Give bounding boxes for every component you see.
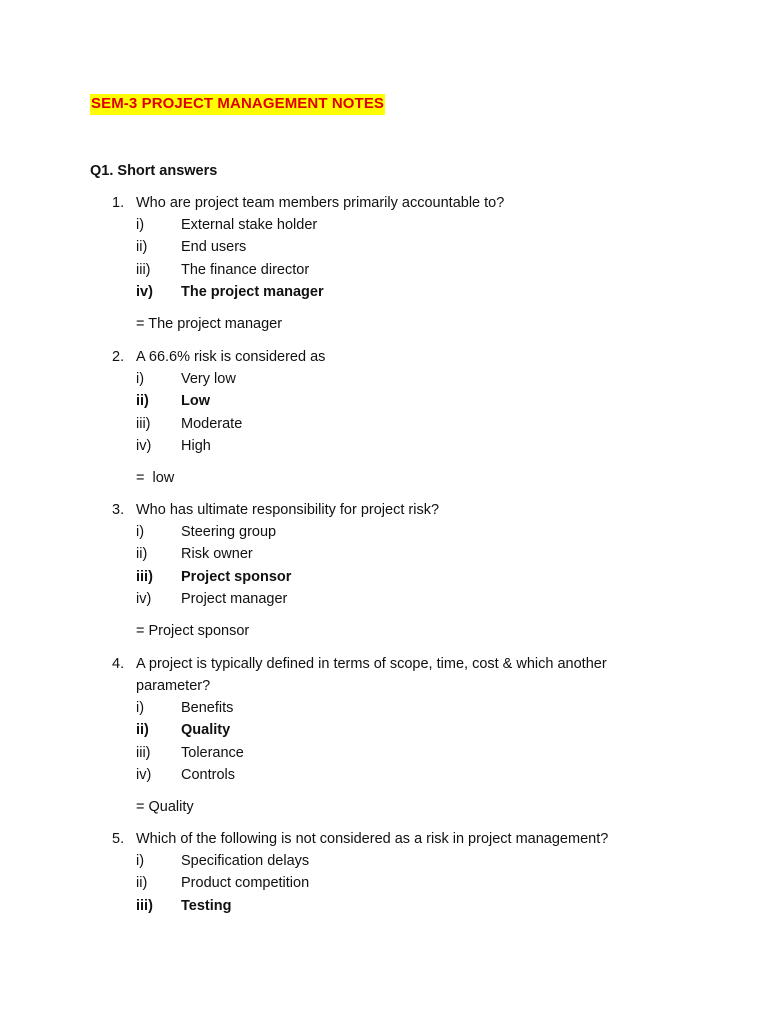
answer-line: = Project sponsor <box>136 623 250 640</box>
option-text: End users <box>181 239 247 256</box>
option <box>112 521 672 543</box>
question-1 <box>112 192 672 335</box>
option-number: i) <box>136 700 145 716</box>
question-number: 4. <box>112 656 125 672</box>
option-text: Low <box>181 393 210 410</box>
option <box>112 259 672 281</box>
correct-option <box>112 719 672 741</box>
option-number: ii) <box>136 393 149 410</box>
question-5 <box>112 828 672 917</box>
option-text: Testing <box>181 897 232 914</box>
correct-option <box>112 566 672 588</box>
document-title: SEM-3 PROJECT MANAGEMENT NOTES <box>90 94 385 115</box>
question-text: Who has ultimate responsibility for project risk? <box>136 502 440 518</box>
option-number: iv) <box>136 590 152 607</box>
question-line <box>112 192 672 214</box>
question-line <box>112 828 672 850</box>
question-3 <box>112 499 672 642</box>
option <box>112 872 672 894</box>
option <box>112 435 672 457</box>
option-number: iii) <box>136 744 151 761</box>
option-text: Specification delays <box>181 853 310 869</box>
option-text: Project sponsor <box>181 568 292 585</box>
question-text: A 66.6% risk is considered as <box>136 349 326 365</box>
option <box>112 543 672 565</box>
option-number: iv) <box>136 766 152 783</box>
question-line <box>112 653 672 675</box>
option-text: Benefits <box>181 700 234 716</box>
section-heading: Q1. Short answers <box>90 163 218 179</box>
question-number: 1. <box>112 195 125 211</box>
option <box>112 850 672 872</box>
option-number: ii) <box>136 239 148 256</box>
question-4 <box>112 653 672 818</box>
question-text: Which of the following is not considered as a risk in project management? <box>136 831 609 847</box>
option <box>112 368 672 390</box>
option-number: iii) <box>136 568 153 585</box>
correct-option <box>112 390 672 412</box>
answer-line: = low <box>136 470 175 487</box>
option-text: Steering group <box>181 524 277 540</box>
option-number: iii) <box>136 415 151 432</box>
correct-option <box>112 895 672 917</box>
option-number: ii) <box>136 875 148 892</box>
answer-line: = The project manager <box>136 316 283 333</box>
question-text-continued: parameter? <box>136 678 211 694</box>
question-2 <box>112 346 672 489</box>
option-number: iv) <box>136 437 152 454</box>
option <box>112 588 672 610</box>
option-text: Tolerance <box>181 744 244 761</box>
option-number: ii) <box>136 546 148 563</box>
option-number: i) <box>136 217 145 233</box>
question-text: Who are project team members primarily accountable to? <box>136 195 505 211</box>
option-text: Moderate <box>181 415 243 432</box>
question-number: 5. <box>112 831 125 847</box>
option-text: The finance director <box>181 261 310 278</box>
option <box>112 697 672 719</box>
correct-option <box>112 281 672 303</box>
question-text: A project is typically defined in terms of scope, time, cost & which another <box>136 656 607 672</box>
option-number: iv) <box>136 283 153 300</box>
option-text: Quality <box>181 722 231 739</box>
option <box>112 742 672 764</box>
option-text: External stake holder <box>181 217 318 233</box>
option <box>112 236 672 258</box>
option-number: i) <box>136 524 145 540</box>
question-number: 2. <box>112 349 125 365</box>
option-number: i) <box>136 853 145 869</box>
option-number: i) <box>136 371 145 387</box>
option <box>112 214 672 236</box>
option <box>112 413 672 435</box>
question-number: 3. <box>112 502 125 518</box>
question-line <box>112 499 672 521</box>
question-line <box>112 346 672 368</box>
option-text: Controls <box>181 766 235 783</box>
question-line-continued <box>112 675 672 697</box>
option-number: iii) <box>136 897 153 914</box>
option-text: Risk owner <box>181 546 253 563</box>
option-text: The project manager <box>181 283 324 300</box>
option-text: Very low <box>181 371 236 387</box>
option-number: ii) <box>136 722 149 739</box>
option <box>112 764 672 786</box>
option-text: Project manager <box>181 590 288 607</box>
option-number: iii) <box>136 261 151 278</box>
option-text: High <box>181 437 211 454</box>
option-text: Product competition <box>181 875 310 892</box>
answer-line: = Quality <box>136 799 194 816</box>
